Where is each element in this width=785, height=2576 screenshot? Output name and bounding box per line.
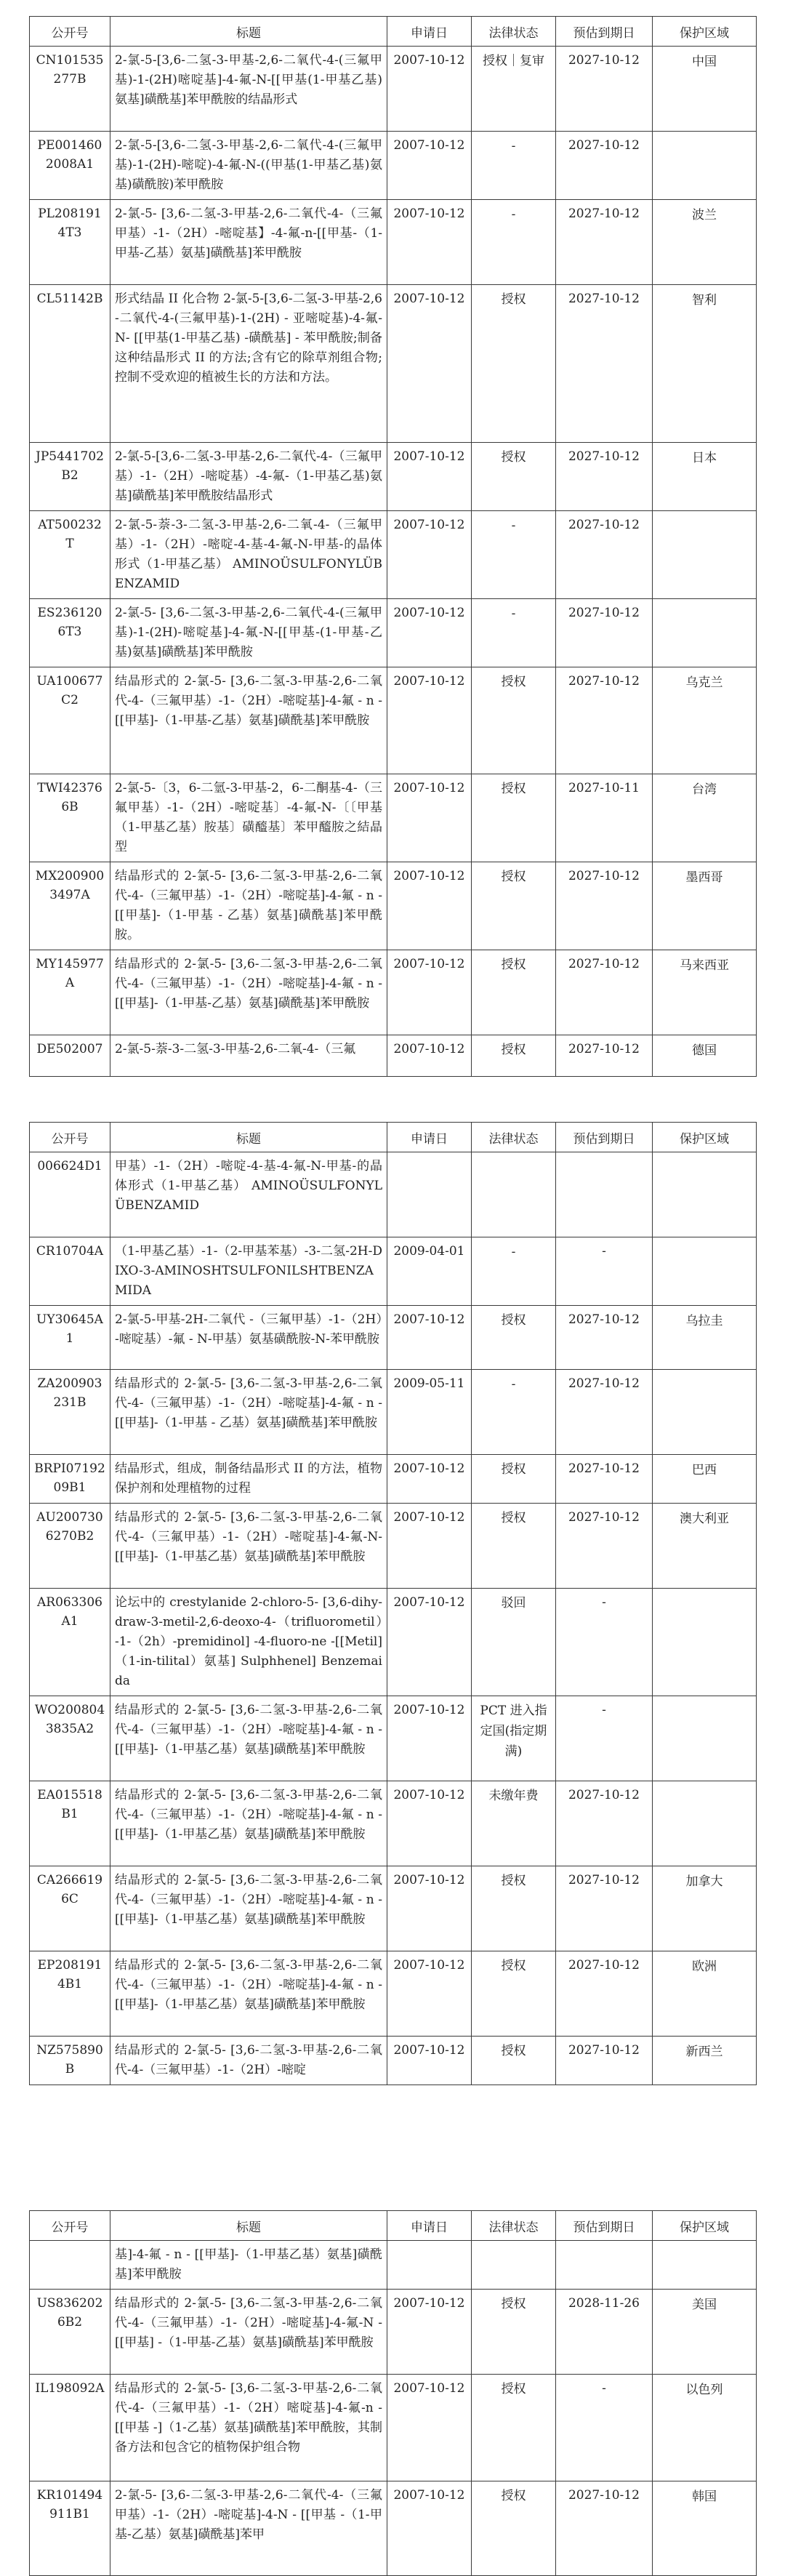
patent-title: 2-氯-5-〔3，6-二氫-3-甲基-2，6-二酮基-4-（三氟甲基）-1-（2H）-嘧啶基〕-4-氟-N-〔〔甲基（1-甲基乙基）胺基〕磺醯基〕苯甲醯胺之結晶型 <box>110 774 387 862</box>
filing-date: 2007-10-12 <box>387 1306 472 1370</box>
filing-date: 2007-10-12 <box>387 200 472 285</box>
estimated-expiry: 2027-10-12 <box>556 1781 653 1866</box>
filing-date <box>387 1152 472 1237</box>
table-row <box>30 1781 757 1866</box>
legal-status: 授权 <box>472 285 556 443</box>
table-row <box>30 2037 757 2085</box>
publication-number: JP5441702B2 <box>30 443 110 511</box>
patent-title: 结晶形式的 2-氯-5- [3,6-二氢-3-甲基-2,6-二氧代-4-（三氟甲基）-1-（2H）-嘧啶基]-4-氟 - n - [[甲基]-（1-甲基 - 乙基）氨基]磺酰基]苯甲酰胺 <box>110 1370 387 1455</box>
table-row <box>30 511 757 599</box>
filing-date: 2007-10-12 <box>387 1866 472 1951</box>
estimated-expiry: 2027-10-12 <box>556 950 653 1035</box>
legal-status: 授权 <box>472 950 556 1035</box>
header-filing-date: 申请日 <box>387 17 472 47</box>
table-row <box>30 47 757 132</box>
table-row <box>30 774 757 862</box>
legal-status <box>472 2241 556 2290</box>
header-publication-number: 公开号 <box>30 1123 110 1152</box>
filing-date: 2007-10-12 <box>387 2037 472 2085</box>
filing-date: 2007-10-12 <box>387 1455 472 1504</box>
patent-title: 结晶形式，组成，制备结晶形式 II 的方法，植物保护剂和处理植物的过程 <box>110 1455 387 1504</box>
publication-number: ZA200903231B <box>30 1370 110 1455</box>
table-row <box>30 1455 757 1504</box>
patent-table-page-2 <box>29 1122 756 2085</box>
publication-number: UA100677C2 <box>30 667 110 774</box>
legal-status: 授权 <box>472 667 556 774</box>
protection-region: 巴西 <box>653 1455 757 1504</box>
table-row <box>30 2481 757 2576</box>
protection-region: 墨西哥 <box>653 862 757 950</box>
estimated-expiry: 2028-11-26 <box>556 2290 653 2375</box>
filing-date: 2007-10-12 <box>387 1504 472 1589</box>
patent-title: 结晶形式的 2-氯-5- [3,6-二氢-3-甲基-2,6-二氧代-4-（三氟甲基）-1-（2H）嘧啶基]-4-氟-n - [[甲基 -]（1-乙基）氨基]磺酰基]苯甲酰胺，其制备方法和包含它的植物保护组合物 <box>110 2375 387 2481</box>
filing-date: 2007-10-12 <box>387 1951 472 2037</box>
protection-region: 智利 <box>653 285 757 443</box>
legal-status: - <box>472 511 556 599</box>
patent-title: 2-氯-5-[3,6-二氢-3-甲基-2,6-二氧代-4-(三氟甲基)-1-(2H)-嘧啶)-4-氟-N-((甲基(1-甲基乙基)氨基)磺酰胺)苯甲酰胺 <box>110 132 387 200</box>
estimated-expiry <box>556 1152 653 1237</box>
legal-status: - <box>472 1237 556 1306</box>
filing-date: 2007-10-12 <box>387 1589 472 1696</box>
table-row <box>30 1504 757 1589</box>
patent-title: 结晶形式的 2-氯-5- [3,6-二氢-3-甲基-2,6-二氧代-4-（三氟甲基）-1-（2H）-嘧啶基]-4-氟 - n - [[甲基]-（1-甲基乙基）氨基]磺酰基]苯甲酰胺 <box>110 1866 387 1951</box>
estimated-expiry: 2027-10-12 <box>556 1306 653 1370</box>
filing-date: 2007-10-12 <box>387 132 472 200</box>
patent-title: 2-氯-5-[3,6-二氢-3-甲基-2,6-二氧代-4-（三氟甲基）-1-（2H）-嘧啶基）-4-氟-（1-甲基乙基)氨基]磺酰基]苯甲酰胺结晶形式 <box>110 443 387 511</box>
publication-number: ES2361206T3 <box>30 599 110 667</box>
table-row <box>30 132 757 200</box>
publication-number: AT500232T <box>30 511 110 599</box>
estimated-expiry: - <box>556 1589 653 1696</box>
legal-status: 授权 <box>472 1504 556 1589</box>
legal-status: - <box>472 132 556 200</box>
table-row <box>30 667 757 774</box>
protection-region: 乌克兰 <box>653 667 757 774</box>
protection-region: 欧洲 <box>653 1951 757 2037</box>
publication-number: UY30645A1 <box>30 1306 110 1370</box>
filing-date: 2007-10-12 <box>387 1035 472 1077</box>
publication-number: BRPI0719209B1 <box>30 1455 110 1504</box>
patent-title: 2-氯-5-萘-3-二氢-3-甲基-2,6-二氧-4-（三氟 <box>110 1035 387 1077</box>
table-row <box>30 2241 757 2290</box>
protection-region: 乌拉圭 <box>653 1306 757 1370</box>
header-estimated-expiry: 预估到期日 <box>556 2211 653 2241</box>
publication-number: 006624D1 <box>30 1152 110 1237</box>
legal-status: 授权 <box>472 2290 556 2375</box>
protection-region <box>653 1237 757 1306</box>
estimated-expiry: - <box>556 2375 653 2481</box>
table-header-row <box>30 17 757 47</box>
protection-region <box>653 1152 757 1237</box>
estimated-expiry: 2027-10-12 <box>556 1504 653 1589</box>
patent-table-page-1 <box>29 16 756 1077</box>
header-filing-date: 申请日 <box>387 1123 472 1152</box>
header-estimated-expiry: 预估到期日 <box>556 1123 653 1152</box>
patent-title: 结晶形式的 2-氯-5- [3,6-二氢-3-甲基-2,6-二氧代-4-（三氟甲基）-1-（2H）-嘧啶 <box>110 2037 387 2085</box>
filing-date: 2007-10-12 <box>387 862 472 950</box>
protection-region: 以色列 <box>653 2375 757 2481</box>
legal-status: 授权 <box>472 1455 556 1504</box>
patent-table-page-3 <box>29 2210 756 2576</box>
publication-number: KR101494911B1 <box>30 2481 110 2576</box>
protection-region <box>653 2241 757 2290</box>
filing-date: 2007-10-12 <box>387 1696 472 1781</box>
estimated-expiry: 2027-10-12 <box>556 200 653 285</box>
publication-number: IL198092A <box>30 2375 110 2481</box>
estimated-expiry: 2027-10-12 <box>556 667 653 774</box>
table-row <box>30 1306 757 1370</box>
table-row <box>30 200 757 285</box>
publication-number: CR10704A <box>30 1237 110 1306</box>
patent-title: 2-氯-5-[3,6-二氢-3-甲基-2,6-二氧代-4-(三氟甲基)-1-(2H)嘧啶基]-4-氟-N-[[甲基(1-甲基乙基)氨基]磺酰基]苯甲酰胺的结晶形式 <box>110 47 387 132</box>
publication-number: TWI423766B <box>30 774 110 862</box>
filing-date: 2007-10-12 <box>387 2481 472 2576</box>
legal-status: - <box>472 200 556 285</box>
table-row <box>30 862 757 950</box>
patent-title: 结晶形式的 2-氯-5- [3,6-二氢-3-甲基-2,6-二氧代-4-（三氟甲基）-1-（2H）-嘧啶基]-4-氟 - n - [[甲基]-（1-甲基-乙基）氨基]磺酰基]苯甲酰胺 <box>110 667 387 774</box>
protection-region: 澳大利亚 <box>653 1504 757 1589</box>
legal-status: PCT 进入指定国(指定期满) <box>472 1696 556 1781</box>
table-row <box>30 1152 757 1237</box>
table-row <box>30 1951 757 2037</box>
estimated-expiry: 2027-10-12 <box>556 443 653 511</box>
header-protection-region: 保护区域 <box>653 2211 757 2241</box>
filing-date: 2007-10-12 <box>387 667 472 774</box>
protection-region <box>653 1696 757 1781</box>
patent-title: 结晶形式的 2-氯-5- [3,6-二氢-3-甲基-2,6-二氧代-4-（三氟甲基）-1-（2H）-嘧啶基]-4-氟-N- [[甲基]-（1-甲基乙基）氨基]磺酰基]苯甲酰胺 <box>110 1504 387 1589</box>
patent-title: 2-氯-5- [3,6-二氢-3-甲基-2,6-二氧代-4-（三氟甲基）-1-（2H）-嘧啶基】-4-氟-n-[[甲基-（1-甲基-乙基）氨基]磺酰基]苯甲酰胺 <box>110 200 387 285</box>
filing-date: 2007-10-12 <box>387 599 472 667</box>
estimated-expiry: - <box>556 1696 653 1781</box>
filing-date: 2007-10-12 <box>387 511 472 599</box>
legal-status: 授权 <box>472 1035 556 1077</box>
estimated-expiry: 2027-10-11 <box>556 774 653 862</box>
patent-title: 结晶形式的 2-氯-5- [3,6-二氢-3-甲基-2,6-二氧代-4-（三氟甲基）-1-（2H）-嘧啶基]-4-氟-N - [[甲基] -（1-甲基-乙基）氨基]磺酰基]苯甲酰胺 <box>110 2290 387 2375</box>
legal-status: 授权 <box>472 2375 556 2481</box>
header-publication-number: 公开号 <box>30 2211 110 2241</box>
estimated-expiry: 2027-10-12 <box>556 1866 653 1951</box>
header-patent-title: 标题 <box>110 17 387 47</box>
estimated-expiry <box>556 2241 653 2290</box>
protection-region <box>653 1781 757 1866</box>
legal-status: 授权 <box>472 774 556 862</box>
filing-date <box>387 2241 472 2290</box>
filing-date: 2007-10-12 <box>387 950 472 1035</box>
patent-title: 论坛中的 crestylanide 2-chloro-5- [3,6-dihy-draw-3-metil-2,6-deoxo-4-（trifluorometil）-1-（2h）-premidinol] -4-fluoro-ne -[[Metil]（1-in-tilital）氨基] Sulphhenel] Benzemaida <box>110 1589 387 1696</box>
header-legal-status: 法律状态 <box>472 1123 556 1152</box>
legal-status: - <box>472 599 556 667</box>
estimated-expiry: 2027-10-12 <box>556 47 653 132</box>
publication-number: PE0014602008A1 <box>30 132 110 200</box>
legal-status: 授权 <box>472 1306 556 1370</box>
legal-status: 驳回 <box>472 1589 556 1696</box>
patent-title: 结晶形式的 2-氯-5- [3,6-二氢-3-甲基-2,6-二氧代-4-（三氟甲基）-1-（2H）-嘧啶基]-4-氟 - n - [[甲基]-（1-甲基乙基）氨基]磺酰基]苯甲酰胺 <box>110 1781 387 1866</box>
estimated-expiry: 2027-10-12 <box>556 1951 653 2037</box>
header-legal-status: 法律状态 <box>472 17 556 47</box>
table-row <box>30 2290 757 2375</box>
filing-date: 2007-10-12 <box>387 285 472 443</box>
filing-date: 2009-05-11 <box>387 1370 472 1455</box>
publication-number: US8362026B2 <box>30 2290 110 2375</box>
protection-region <box>653 511 757 599</box>
protection-region <box>653 599 757 667</box>
table-row <box>30 599 757 667</box>
legal-status: 授权 <box>472 862 556 950</box>
protection-region: 新西兰 <box>653 2037 757 2085</box>
table-header-row <box>30 2211 757 2241</box>
publication-number: MX2009003497A <box>30 862 110 950</box>
patent-table <box>29 1122 757 2085</box>
publication-number: DE502007 <box>30 1035 110 1077</box>
filing-date: 2009-04-01 <box>387 1237 472 1306</box>
header-publication-number: 公开号 <box>30 17 110 47</box>
protection-region: 加拿大 <box>653 1866 757 1951</box>
patent-title: 结晶形式的 2-氯-5- [3,6-二氢-3-甲基-2,6-二氧代-4-（三氟甲基）-1-（2H）-嘧啶基]-4-氟 - n - [[甲基]-（1-甲基 - 乙基）氨基]磺酰基]苯甲酰胺。 <box>110 862 387 950</box>
estimated-expiry: 2027-10-12 <box>556 132 653 200</box>
patent-title: 甲基）-1-（2H）-嘧啶-4-基-4-氟-N-甲基-的晶体形式（1-甲基乙基） AMINOÜSULFONYLÜBENZAMID <box>110 1152 387 1237</box>
estimated-expiry: 2027-10-12 <box>556 1370 653 1455</box>
header-patent-title: 标题 <box>110 1123 387 1152</box>
publication-number: AR063306A1 <box>30 1589 110 1696</box>
header-filing-date: 申请日 <box>387 2211 472 2241</box>
estimated-expiry: 2027-10-12 <box>556 862 653 950</box>
filing-date: 2007-10-12 <box>387 47 472 132</box>
patent-title: 2-氯-5- [3,6-二氢-3-甲基-2,6-二氧代-4-（三氟甲基）-1-（2H）-嘧啶基]-4-N - [[甲基 -（1-甲基-乙基）氨基]磺酰基]苯甲 <box>110 2481 387 2576</box>
legal-status: 授权｜复审 <box>472 47 556 132</box>
filing-date: 2007-10-12 <box>387 443 472 511</box>
patent-table <box>29 16 757 1077</box>
protection-region: 德国 <box>653 1035 757 1077</box>
estimated-expiry: 2027-10-12 <box>556 1455 653 1504</box>
protection-region <box>653 132 757 200</box>
protection-region: 美国 <box>653 2290 757 2375</box>
header-legal-status: 法律状态 <box>472 2211 556 2241</box>
table-row <box>30 2375 757 2481</box>
patent-title: 结晶形式的 2-氯-5- [3,6-二氢-3-甲基-2,6-二氧代-4-（三氟甲基）-1-（2H）-嘧啶基]-4-氟 - n - [[甲基]-（1-甲基乙基）氨基]磺酰基]苯甲酰胺 <box>110 1696 387 1781</box>
table-row <box>30 1866 757 1951</box>
table-row <box>30 285 757 443</box>
protection-region: 中国 <box>653 47 757 132</box>
legal-status <box>472 1152 556 1237</box>
publication-number: CN101535277B <box>30 47 110 132</box>
protection-region <box>653 1589 757 1696</box>
patent-title: 结晶形式的 2-氯-5- [3,6-二氢-3-甲基-2,6-二氧代-4-（三氟甲基）-1-（2H）-嘧啶基]-4-氟 - n - [[甲基]-（1-甲基乙基）氨基]磺酰基]苯甲酰胺 <box>110 1951 387 2037</box>
protection-region <box>653 1370 757 1455</box>
publication-number: PL2081914T3 <box>30 200 110 285</box>
protection-region: 日本 <box>653 443 757 511</box>
publication-number: WO2008043835A2 <box>30 1696 110 1781</box>
legal-status: 未缴年费 <box>472 1781 556 1866</box>
patent-title: 2-氯-5-萘-3-二氢-3-甲基-2,6-二氧-4-（三氟甲基）-1-（2H）-嘧啶-4-基-4-氟-N-甲基-的晶体形式（1-甲基乙基） AMINOÜSULFONYLÜBENZAMID <box>110 511 387 599</box>
table-row <box>30 1035 757 1077</box>
legal-status: 授权 <box>472 2037 556 2085</box>
header-estimated-expiry: 预估到期日 <box>556 17 653 47</box>
table-row <box>30 950 757 1035</box>
publication-number: MY145977A <box>30 950 110 1035</box>
patent-title: 结晶形式的 2-氯-5- [3,6-二氢-3-甲基-2,6-二氧代-4-（三氟甲基）-1-（2H）-嘧啶基]-4-氟 - n - [[甲基]-（1-甲基-乙基）氨基]磺酰基]苯甲酰胺 <box>110 950 387 1035</box>
publication-number: AU2007306270B2 <box>30 1504 110 1589</box>
publication-number: EA015518B1 <box>30 1781 110 1866</box>
estimated-expiry: 2027-10-12 <box>556 2037 653 2085</box>
filing-date: 2007-10-12 <box>387 774 472 862</box>
table-row <box>30 1237 757 1306</box>
estimated-expiry: - <box>556 1237 653 1306</box>
protection-region: 韩国 <box>653 2481 757 2576</box>
table-row <box>30 1370 757 1455</box>
publication-number <box>30 2241 110 2290</box>
table-header-row <box>30 1123 757 1152</box>
header-protection-region: 保护区域 <box>653 17 757 47</box>
legal-status: 授权 <box>472 1866 556 1951</box>
patent-title: 基]-4-氟 - n - [[甲基]-（1-甲基乙基）氨基]磺酰基]苯甲酰胺 <box>110 2241 387 2290</box>
estimated-expiry: 2027-10-12 <box>556 511 653 599</box>
filing-date: 2007-10-12 <box>387 1781 472 1866</box>
protection-region: 马来西亚 <box>653 950 757 1035</box>
patent-table <box>29 2210 757 2576</box>
patent-title: 2-氯-5- [3,6-二氢-3-甲基-2,6-二氧代-4-(三氟甲基)-1-(2H)-嘧啶基]-4-氟-N-[[甲基-(1-甲基-乙基)氨基]磺酰基]苯甲酰胺 <box>110 599 387 667</box>
table-row <box>30 443 757 511</box>
header-protection-region: 保护区域 <box>653 1123 757 1152</box>
filing-date: 2007-10-12 <box>387 2375 472 2481</box>
estimated-expiry: 2027-10-12 <box>556 599 653 667</box>
filing-date: 2007-10-12 <box>387 2290 472 2375</box>
publication-number: NZ575890B <box>30 2037 110 2085</box>
patent-title: （1-甲基乙基）-1-（2-甲基苯基）-3-二氢-2H-DIXO-3-AMINOSHTSULFONILSHTBENZAMIDA <box>110 1237 387 1306</box>
protection-region: 波兰 <box>653 200 757 285</box>
publication-number: EP2081914B1 <box>30 1951 110 2037</box>
estimated-expiry: 2027-10-12 <box>556 1035 653 1077</box>
table-row <box>30 1696 757 1781</box>
legal-status: - <box>472 1370 556 1455</box>
publication-number: CL51142B <box>30 285 110 443</box>
legal-status: 授权 <box>472 443 556 511</box>
estimated-expiry: 2027-10-12 <box>556 285 653 443</box>
header-patent-title: 标题 <box>110 2211 387 2241</box>
legal-status: 授权 <box>472 1951 556 2037</box>
estimated-expiry: 2027-10-12 <box>556 2481 653 2576</box>
legal-status: 授权 <box>472 2481 556 2576</box>
publication-number: CA2666196C <box>30 1866 110 1951</box>
protection-region: 台湾 <box>653 774 757 862</box>
table-row <box>30 1589 757 1696</box>
patent-title: 形式结晶 II 化合物 2-氯-5-[3,6-二氢-3-甲基-2,6-二氧代-4-(三氟甲基)-1-(2H) - 亚嘧啶基)-4-氟-N- [[甲基(1-甲基乙基) -磺酰基] - 苯甲酰胺;制备这种结晶形式 II 的方法;含有它的除草剂组合物;控制不受欢迎的植被生长的方法和方法。 <box>110 285 387 443</box>
patent-title: 2-氯-5-甲基-2H-二氧代 -（三氟甲基）-1-（2H）-嘧啶基）-氟 - N-甲基）氨基磺酰胺-N-苯甲酰胺 <box>110 1306 387 1370</box>
